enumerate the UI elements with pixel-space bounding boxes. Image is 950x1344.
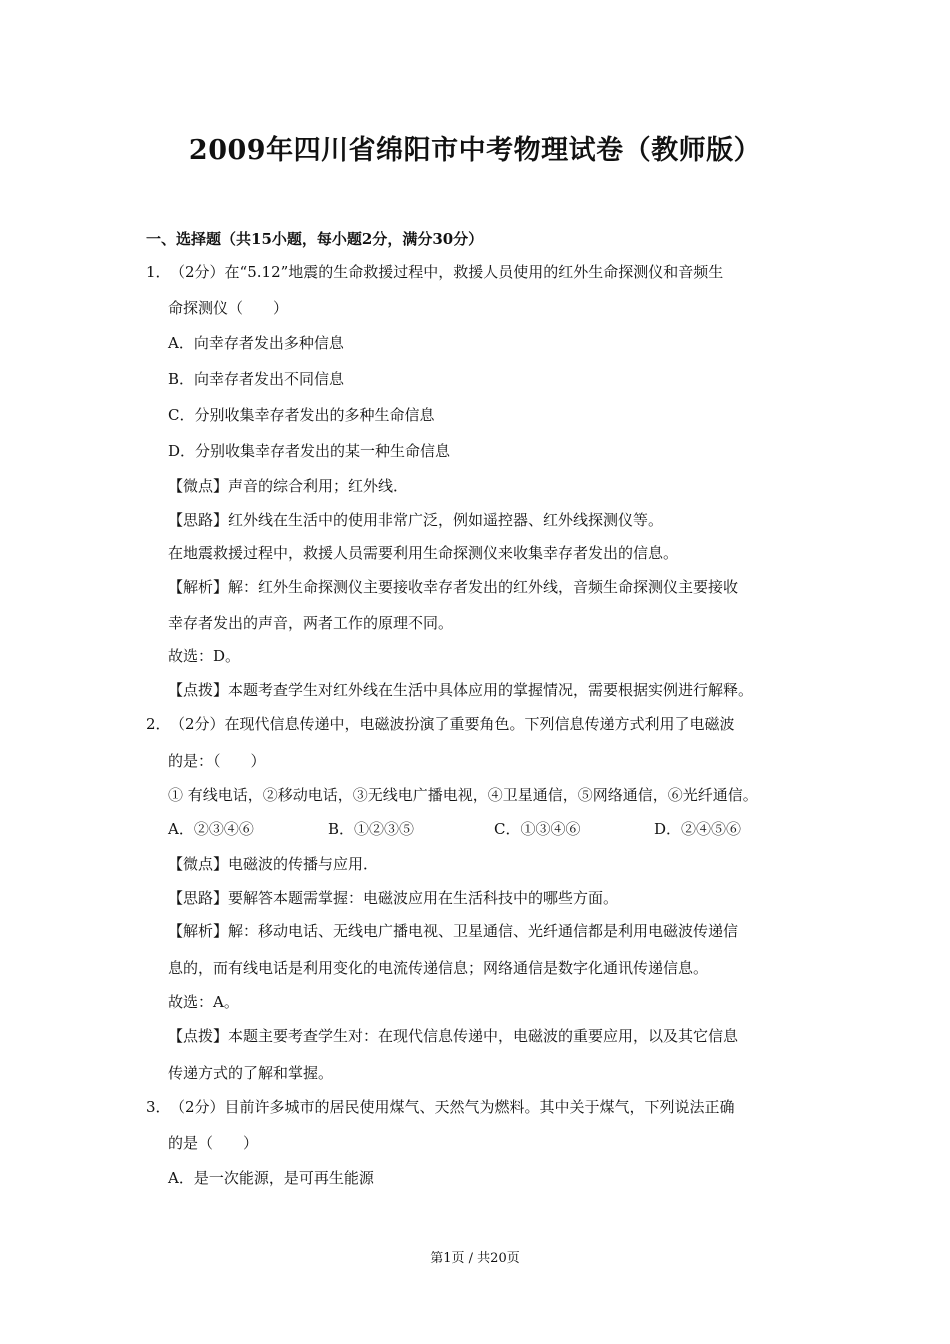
question-2-stem (146, 714, 735, 734)
page-footer: 第1页 / 共20页 (430, 1251, 520, 1266)
question-text: （2分）在现代信息传递中，电磁波扮演了重要角色。下列信息传递方式利用了电磁波 (170, 715, 735, 733)
section-heading: 一、选择题（共15小题，每小题2分，满分30分） (146, 230, 484, 248)
question-number: 2． (146, 715, 171, 733)
question-2-keypoint: 【微点】电磁波的传播与应用． (168, 855, 379, 873)
question-1-approach-cont: 在地震救援过程中，救援人员需要利用生命探测仪来收集幸存者发出的信息。 (168, 544, 679, 562)
question-1-option-c: C．分别收集幸存者发出的多种生命信息 (168, 406, 435, 424)
question-2-analysis-cont: 息的，而有线电话是利用变化的电流传递信息；网络通信是数字化通讯传递信息。 (168, 959, 709, 977)
question-2-option-d: D．②④⑤⑥ (654, 820, 742, 838)
question-2-comment-cont: 传递方式的了解和掌握。 (168, 1064, 334, 1082)
question-1-comment: 【点拨】本题考查学生对红外线在生活中具体应用的掌握情况，需要根据实例进行解释。 (168, 681, 754, 699)
question-1-keypoint: 【微点】声音的综合利用；红外线． (168, 477, 409, 495)
question-1-stem (146, 262, 723, 282)
question-1-analysis-cont: 幸存者发出的声音，两者工作的原理不同。 (168, 614, 454, 632)
question-2-option-c: C．①③④⑥ (494, 820, 581, 838)
question-2-stem-cont: 的是：（ ） (168, 752, 266, 770)
question-1-analysis: 【解析】解：红外生命探测仪主要接收幸存者发出的红外线，音频生命探测仪主要接收 (168, 578, 739, 596)
question-2-analysis: 【解析】解：移动电话、无线电广播电视、卫星通信、光纤通信都是利用电磁波传递信 (168, 922, 739, 940)
question-2-comment: 【点拨】本题主要考查学生对：在现代信息传递中，电磁波的重要应用，以及其它信息 (168, 1027, 739, 1045)
question-2-answer: 故选：A。 (168, 993, 239, 1011)
question-3-stem (146, 1097, 735, 1117)
question-3-stem-cont: 的是（ ） (168, 1134, 259, 1152)
question-1-option-d: D．分别收集幸存者发出的某一种生命信息 (168, 442, 451, 460)
question-1-option-b: B．向幸存者发出不同信息 (168, 370, 345, 388)
question-2-option-a: A．②③④⑥ (168, 820, 254, 838)
question-number: 3． (146, 1098, 171, 1116)
question-number: 1． (146, 263, 171, 281)
question-3-option-a: A．是一次能源，是可再生能源 (168, 1169, 374, 1187)
question-text: （2分）在“5.12”地震的生命救援过程中，救援人员使用的红外生命探测仪和音频生 (170, 263, 724, 281)
question-2-list: ① 有线电话，②移动电话，③无线电广播电视，④卫星通信，⑤网络通信，⑥光纤通信。 (168, 786, 758, 804)
question-2-option-b: B．①②③⑤ (328, 820, 415, 838)
question-1-stem-cont: 命探测仪（ ） (168, 299, 289, 317)
question-1-option-a: A．向幸存者发出多种信息 (168, 334, 344, 352)
question-text: （2分）目前许多城市的居民使用煤气、天然气为燃料。其中关于煤气，下列说法正确 (170, 1098, 735, 1116)
question-2-approach: 【思路】要解答本题需掌握：电磁波应用在生活科技中的哪些方面。 (168, 889, 619, 907)
question-1-approach: 【思路】红外线在生活中的使用非常广泛，例如遥控器、红外线探测仪等。 (168, 511, 664, 529)
question-1-answer: 故选：D。 (168, 647, 241, 665)
page-title: 2009年四川省绵阳市中考物理试卷（教师版） (188, 135, 762, 166)
